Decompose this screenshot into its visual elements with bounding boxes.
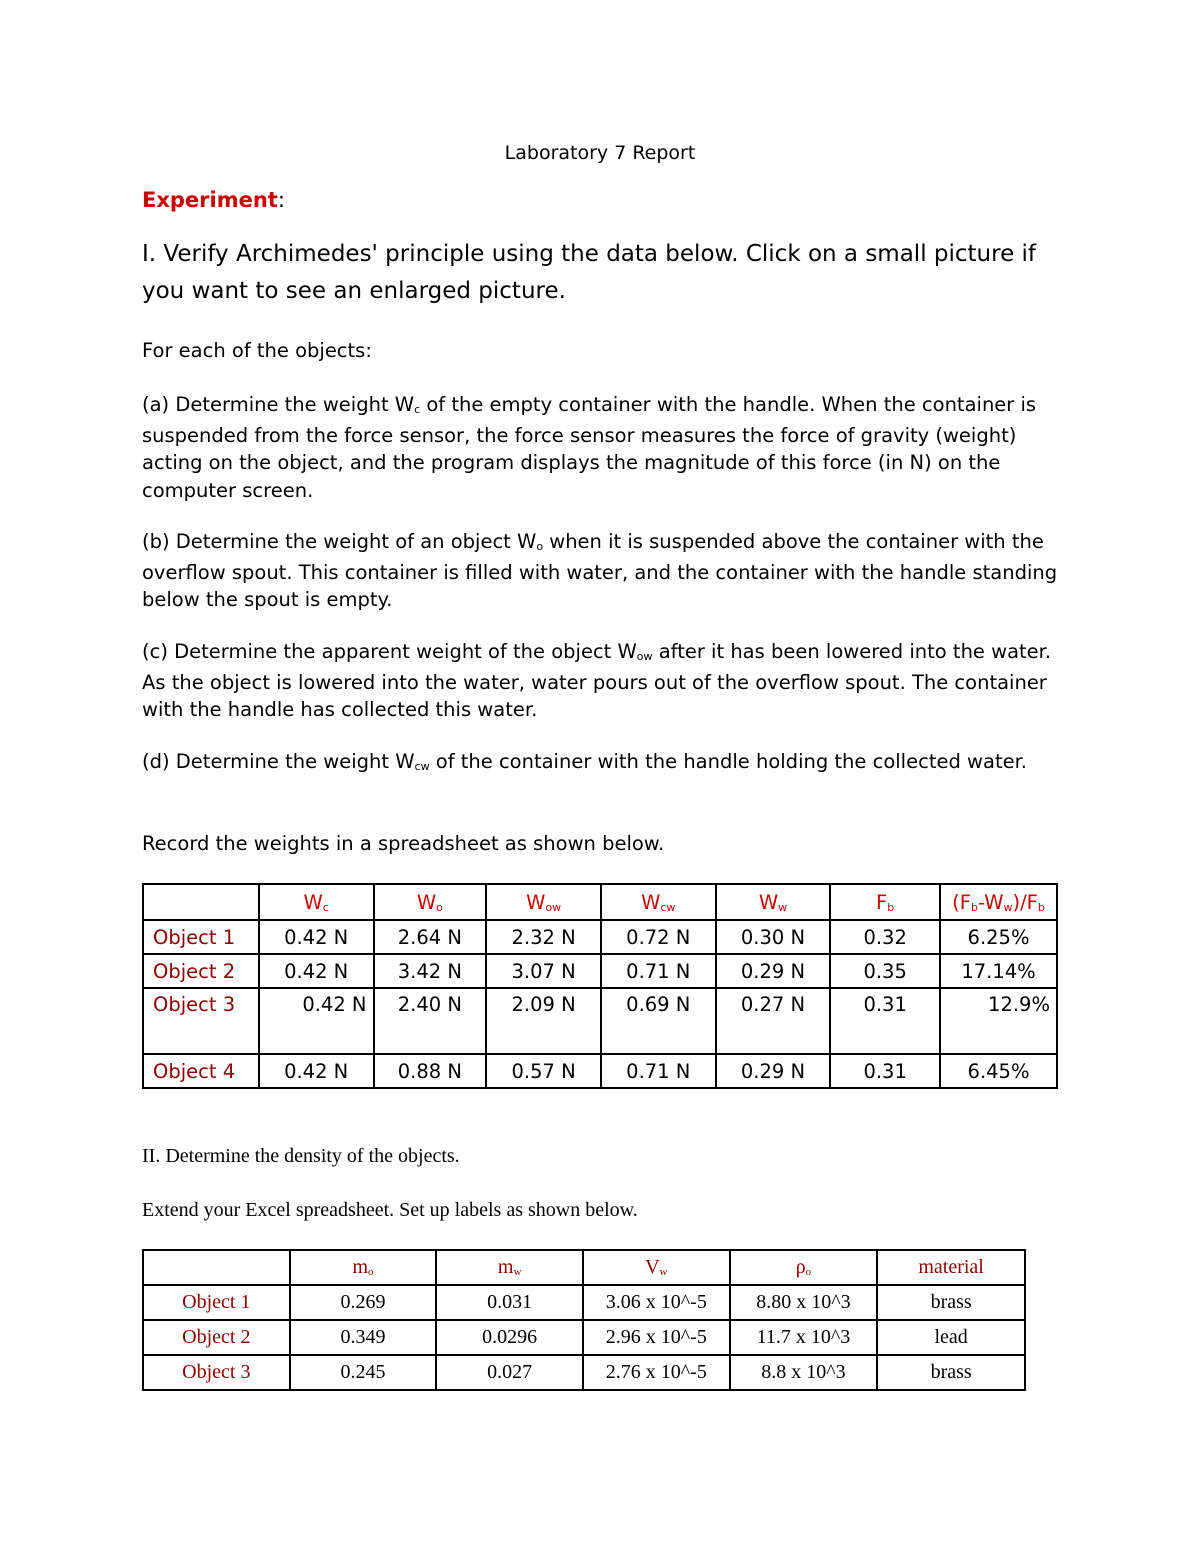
table-row [143, 1320, 1025, 1355]
experiment-heading: Experiment: [142, 188, 285, 212]
cell: 3.07 N [486, 954, 601, 988]
cell: 2.96 x 10^-5 [583, 1320, 730, 1355]
table-header-row [143, 884, 1057, 920]
header-mw: $m_w$ [436, 1250, 583, 1285]
header-rho: $\rho_o$ [730, 1250, 878, 1285]
row-label: Object 2 [143, 954, 259, 988]
cell: 11.7 x 10^3 [730, 1320, 878, 1355]
cell: 2.09 N [486, 988, 601, 1054]
header-wc: $W_c$ [259, 884, 374, 920]
cell: 0.29 N [716, 954, 831, 988]
cell: 0.42 N [259, 1054, 374, 1088]
cell: 0.269 [290, 1285, 437, 1320]
header-fb: $F_b$ [830, 884, 940, 920]
part2-instruction: Extend your Excel spreadsheet. Set up labels as shown below. [142, 1199, 638, 1221]
cell: brass [877, 1285, 1025, 1320]
page-title: Laboratory 7 Report [504, 142, 696, 164]
cell: lead [877, 1320, 1025, 1355]
header-wcw: $W_{cw}$ [601, 884, 716, 920]
cell: 8.8 x 10^3 [730, 1355, 878, 1390]
table-row [143, 1054, 1057, 1088]
cell: 0.71 N [601, 1054, 716, 1088]
cell: 0.71 N [601, 954, 716, 988]
header-vw: $V_w$ [583, 1250, 730, 1285]
cell: 17.14% [940, 954, 1057, 988]
header-wow: $W_{ow}$ [486, 884, 601, 920]
cell: 0.27 N [716, 988, 831, 1054]
weights-table [142, 883, 1058, 1089]
header-material: material [877, 1250, 1025, 1285]
cell: 0.35 [830, 954, 940, 988]
cell: 12.9% [940, 988, 1057, 1054]
cell: 8.80 x 10^3 [730, 1285, 878, 1320]
cell: 2.76 x 10^-5 [583, 1355, 730, 1390]
cell: 2.64 N [374, 920, 487, 954]
cell: 0.245 [290, 1355, 437, 1390]
row-label: Object 3 [143, 988, 259, 1054]
part1-instruction: I. Verify Archimedes' principle using the data below. Click on a small picture if you want to see an enlarged picture. [142, 241, 1037, 304]
record-instruction: Record the weights in a spreadsheet as shown below. [142, 832, 665, 855]
step-b: (b) Determine the weight of an object $W_o$ when it is suspended above the container with the overflow spout. This container is filled with water, and the container with the handle standing below the spout is empty. [142, 530, 1058, 611]
cell: 0.72 N [601, 920, 716, 954]
cell: 0.32 [830, 920, 940, 954]
header-ratio: $(F_b-W_w)/F_b$ [940, 884, 1057, 920]
cell: 0.30 N [716, 920, 831, 954]
cell: 0.29 N [716, 1054, 831, 1088]
step-a: (a) Determine the weight $W_c$ of the empty container with the handle. When the container is suspended from the force sensor, the force sensor measures the force of gravity (weight) acting on the object, and the program displays the magnitude of this force (in N) on the computer screen. [142, 393, 1037, 502]
table-row [143, 1285, 1025, 1320]
row-label: Object 1 [143, 920, 259, 954]
header-empty-cell [143, 884, 259, 920]
header-empty-cell [143, 1250, 290, 1285]
cell: 0.69 N [601, 988, 716, 1054]
step-c: (c) Determine the apparent weight of the object $W_{ow}$ after it has been lowered into the water. As the object is lowered into the water, water pours out of the overflow spout. The container with the handle has collected this water. [142, 640, 1052, 721]
cell: 0.42 N [259, 954, 374, 988]
table-header-row [143, 1250, 1025, 1285]
row-label: Object 1 [143, 1285, 290, 1320]
cell: 3.06 x 10^-5 [583, 1285, 730, 1320]
cell: brass [877, 1355, 1025, 1390]
cell: 3.42 N [374, 954, 487, 988]
cell: 0.031 [436, 1285, 583, 1320]
header-ww: $W_w$ [716, 884, 831, 920]
table-row [143, 954, 1057, 988]
cell: 0.88 N [374, 1054, 487, 1088]
row-label: Object 2 [143, 1320, 290, 1355]
cell: 6.45% [940, 1054, 1057, 1088]
density-table [142, 1249, 1026, 1391]
cell: 0.0296 [436, 1320, 583, 1355]
cell: 0.349 [290, 1320, 437, 1355]
step-d: (d) Determine the weight $W_{cw}$ of the container with the handle holding the collected water. [142, 750, 1028, 773]
cell: 0.42 N [259, 988, 374, 1054]
cell: 0.027 [436, 1355, 583, 1390]
part1-intro: For each of the objects: [142, 339, 372, 362]
table-row [143, 920, 1057, 954]
table-row [143, 988, 1057, 1054]
cell: 0.42 N [259, 920, 374, 954]
cell: 2.40 N [374, 988, 487, 1054]
cell: 0.31 [830, 1054, 940, 1088]
cell: 0.57 N [486, 1054, 601, 1088]
part2-heading: II. Determine the density of the objects. [142, 1145, 460, 1167]
row-label: Object 4 [143, 1054, 259, 1088]
cell: 2.32 N [486, 920, 601, 954]
row-label: Object 3 [143, 1355, 290, 1390]
cell: 6.25% [940, 920, 1057, 954]
table-row [143, 1355, 1025, 1390]
header-mo: $m_o$ [290, 1250, 437, 1285]
cell: 0.31 [830, 988, 940, 1054]
header-wo: $W_o$ [374, 884, 487, 920]
